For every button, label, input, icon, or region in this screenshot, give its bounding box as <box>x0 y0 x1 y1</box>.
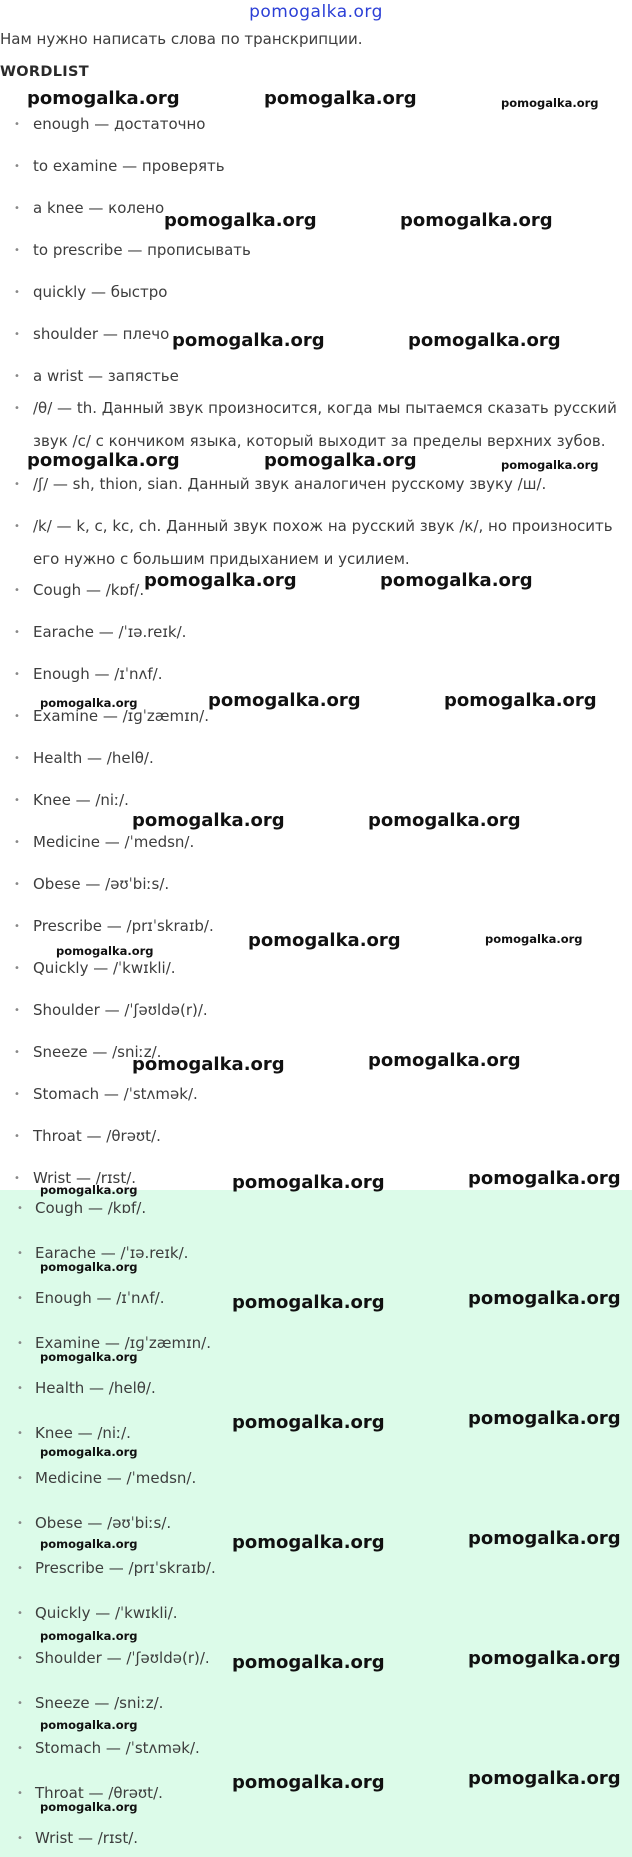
watermark: pomogalka.org <box>40 1183 138 1197</box>
answer-transcription-item-text: Wrist — /rɪst/. <box>35 1829 139 1847</box>
watermark: pomogalka.org <box>468 1768 621 1789</box>
bullet-icon: • <box>17 1833 23 1844</box>
transcription-item-text: Stomach — /ˈstʌmək/. <box>33 1085 198 1103</box>
bullet-icon: • <box>14 669 20 680</box>
watermark: pomogalka.org <box>232 1532 385 1553</box>
watermark: pomogalka.org <box>468 1168 621 1189</box>
bullet-icon: • <box>17 1698 23 1709</box>
transcription-item <box>0 574 632 607</box>
sound-note-text: /ʃ/ — sh, thion, sian. Данный звук аналогичен русскому звуку /ш/. <box>33 475 547 493</box>
vocab-item <box>0 108 632 141</box>
answer-transcription-item-text: Obese — /əʊˈbiːs/. <box>35 1514 172 1532</box>
answer-transcription-item-text: Cough — /kɒf/. <box>35 1199 147 1217</box>
bullet-icon: • <box>14 963 20 974</box>
transcription-item <box>0 1036 632 1069</box>
watermark: pomogalka.org <box>40 1445 138 1459</box>
bullet-icon: • <box>17 1743 23 1754</box>
watermark: pomogalka.org <box>232 1172 385 1193</box>
bullet-icon: • <box>14 1131 20 1142</box>
bullet-icon: • <box>14 287 20 298</box>
watermark: pomogalka.org <box>380 570 533 591</box>
watermark: pomogalka.org <box>444 690 597 711</box>
vocab-item-text: a wrist — запястье <box>33 367 179 385</box>
transcription-item-text: Quickly — /ˈkwɪkli/. <box>33 959 176 977</box>
bullet-icon: • <box>14 479 20 490</box>
transcription-item-text: Prescribe — /prɪˈskraɪb/. <box>33 917 214 935</box>
bullet-icon: • <box>14 753 20 764</box>
bullet-icon: • <box>14 879 20 890</box>
answer-transcription-item-text: Medicine — /ˈmedsn/. <box>35 1469 197 1487</box>
watermark: pomogalka.org <box>400 210 553 231</box>
vocab-item-text: shoulder — плечо <box>33 325 170 343</box>
transcription-item-text: Earache — /ˈɪə.reɪk/. <box>33 623 187 641</box>
transcription-item <box>0 868 632 901</box>
watermark: pomogalka.org <box>368 1050 521 1071</box>
vocab-item <box>0 150 632 183</box>
bullet-icon: • <box>17 1203 23 1214</box>
bullet-icon: • <box>14 329 20 340</box>
watermark: pomogalka.org <box>468 1648 621 1669</box>
watermark: pomogalka.org <box>132 1054 285 1075</box>
watermark: pomogalka.org <box>485 932 583 946</box>
bullet-icon: • <box>14 1173 20 1184</box>
bullet-icon: • <box>14 203 20 214</box>
transcription-item <box>0 742 632 775</box>
answer-transcription-item-text: Sneeze — /sniːz/. <box>35 1694 164 1712</box>
bullet-icon: • <box>17 1293 23 1304</box>
bullet-icon: • <box>14 711 20 722</box>
transcription-item <box>0 1120 632 1153</box>
watermark: pomogalka.org <box>40 1537 138 1551</box>
watermark: pomogalka.org <box>27 88 180 109</box>
bullet-icon: • <box>17 1563 23 1574</box>
bullet-icon: • <box>17 1608 23 1619</box>
bullet-icon: • <box>14 371 20 382</box>
vocab-item <box>0 276 632 309</box>
answer-transcription-item-text: Shoulder — /ˈʃəʊldə(r)/. <box>35 1649 210 1667</box>
watermark: pomogalka.org <box>144 570 297 591</box>
watermark: pomogalka.org <box>40 1718 138 1732</box>
vocab-item <box>0 234 632 267</box>
watermark: pomogalka.org <box>501 458 599 472</box>
watermark: pomogalka.org <box>468 1528 621 1549</box>
watermark: pomogalka.org <box>248 930 401 951</box>
watermark: pomogalka.org <box>264 450 417 471</box>
watermark: pomogalka.org <box>40 1350 138 1364</box>
bullet-icon: • <box>17 1473 23 1484</box>
transcription-item-text: Throat — /θrəʊt/. <box>33 1127 161 1145</box>
transcription-item-text: Examine — /ɪɡˈzæmɪn/. <box>33 707 209 725</box>
sound-note <box>0 392 632 458</box>
bullet-icon: • <box>14 403 20 414</box>
transcription-item <box>0 1078 632 1111</box>
watermark: pomogalka.org <box>501 96 599 110</box>
watermark: pomogalka.org <box>208 690 361 711</box>
answer-transcription-item-text: Health — /helθ/. <box>35 1379 156 1397</box>
task-instruction: Нам нужно написать слова по транскрипции. <box>0 30 363 48</box>
watermark: pomogalka.org <box>40 1629 138 1643</box>
bullet-icon: • <box>17 1383 23 1394</box>
vocab-item-text: quickly — быстро <box>33 283 168 301</box>
bullet-icon: • <box>14 1047 20 1058</box>
transcription-item-text: Shoulder — /ˈʃəʊldə(r)/. <box>33 1001 208 1019</box>
transcription-item-text: Medicine — /ˈmedsn/. <box>33 833 195 851</box>
vocab-item <box>0 360 632 393</box>
wordlist-heading: WORDLIST <box>0 64 89 80</box>
transcription-item <box>0 994 632 1027</box>
transcription-item-text: Cough — /kɒf/. <box>33 581 145 599</box>
bullet-icon: • <box>17 1788 23 1799</box>
transcription-item <box>0 658 632 691</box>
bullet-icon: • <box>17 1338 23 1349</box>
answer-transcription-item-text: Earache — /ˈɪə.reɪk/. <box>35 1244 189 1262</box>
bullet-icon: • <box>14 161 20 172</box>
watermark: pomogalka.org <box>56 944 154 958</box>
watermark: pomogalka.org <box>232 1652 385 1673</box>
sound-note-text: /k/ — k, c, kc, ch. Данный звук похож на русский звук /к/, но произносить его нужно с большим придыханием и усилием. <box>33 517 613 568</box>
watermark: pomogalka.org <box>40 696 138 710</box>
bullet-icon: • <box>14 585 20 596</box>
watermark: pomogalka.org <box>164 210 317 231</box>
bullet-icon: • <box>14 921 20 932</box>
sound-note-text: /θ/ — th. Данный звук произносится, когда мы пытаемся сказать русский звук /с/ с кончиком языка, который выходит за пределы верхних зубов. <box>33 399 617 450</box>
transcription-item-text: Obese — /əʊˈbiːs/. <box>33 875 170 893</box>
watermark: pomogalka.org <box>232 1772 385 1793</box>
bullet-icon: • <box>14 795 20 806</box>
transcription-item-text: Sneeze — /sniːz/. <box>33 1043 162 1061</box>
vocab-item-text: to prescribe — прописывать <box>33 241 251 259</box>
watermark: pomogalka.org <box>172 330 325 351</box>
transcription-item <box>0 826 632 859</box>
watermark: pomogalka.org <box>40 1260 138 1274</box>
sound-note <box>0 510 632 576</box>
transcription-item-text: Health — /helθ/. <box>33 749 154 767</box>
watermark: pomogalka.org <box>468 1288 621 1309</box>
watermark: pomogalka.org <box>264 88 417 109</box>
vocab-item-text: to examine — проверять <box>33 157 225 175</box>
watermark: pomogalka.org <box>132 810 285 831</box>
watermark: pomogalka.org <box>408 330 561 351</box>
sound-note <box>0 468 632 501</box>
bullet-icon: • <box>14 1005 20 1016</box>
answer-transcription-item-text: Quickly — /ˈkwɪkli/. <box>35 1604 178 1622</box>
bullet-icon: • <box>17 1518 23 1529</box>
bullet-icon: • <box>14 245 20 256</box>
vocab-item-text: a knee — колено <box>33 199 165 217</box>
answer-transcription-item <box>0 1372 632 1405</box>
bullet-icon: • <box>17 1248 23 1259</box>
transcription-item <box>0 616 632 649</box>
bullet-icon: • <box>14 1089 20 1100</box>
transcription-item-text: Wrist — /rɪst/. <box>33 1169 137 1187</box>
transcription-item <box>0 784 632 817</box>
answer-transcription-item-text: Prescribe — /prɪˈskraɪb/. <box>35 1559 216 1577</box>
bullet-icon: • <box>17 1428 23 1439</box>
answer-transcription-item <box>0 1687 632 1720</box>
watermark: pomogalka.org <box>40 1800 138 1814</box>
site-logo[interactable]: pomogalka.org <box>249 2 383 22</box>
answer-transcription-item <box>0 1597 632 1630</box>
bullet-icon: • <box>14 119 20 130</box>
answer-transcription-item <box>0 1822 632 1855</box>
bullet-icon: • <box>14 521 20 532</box>
watermark: pomogalka.org <box>232 1292 385 1313</box>
answer-transcription-item-text: Knee — /niː/. <box>35 1424 131 1442</box>
bullet-icon: • <box>14 837 20 848</box>
watermark: pomogalka.org <box>27 450 180 471</box>
answer-transcription-item-text: Examine — /ɪɡˈzæmɪn/. <box>35 1334 211 1352</box>
answer-transcription-item-text: Stomach — /ˈstʌmək/. <box>35 1739 200 1757</box>
watermark: pomogalka.org <box>368 810 521 831</box>
transcription-item-text: Knee — /niː/. <box>33 791 129 809</box>
bullet-icon: • <box>17 1653 23 1664</box>
answer-transcription-item <box>0 1732 632 1765</box>
answer-transcription-item-text: Throat — /θrəʊt/. <box>35 1784 163 1802</box>
answer-transcription-item-text: Enough — /ɪˈnʌf/. <box>35 1289 165 1307</box>
bullet-icon: • <box>14 627 20 638</box>
watermark: pomogalka.org <box>232 1412 385 1433</box>
watermark: pomogalka.org <box>468 1408 621 1429</box>
vocab-item-text: enough — достаточно <box>33 115 206 133</box>
transcription-item-text: Enough — /ɪˈnʌf/. <box>33 665 163 683</box>
answer-transcription-item <box>0 1552 632 1585</box>
answer-transcription-item <box>0 1462 632 1495</box>
